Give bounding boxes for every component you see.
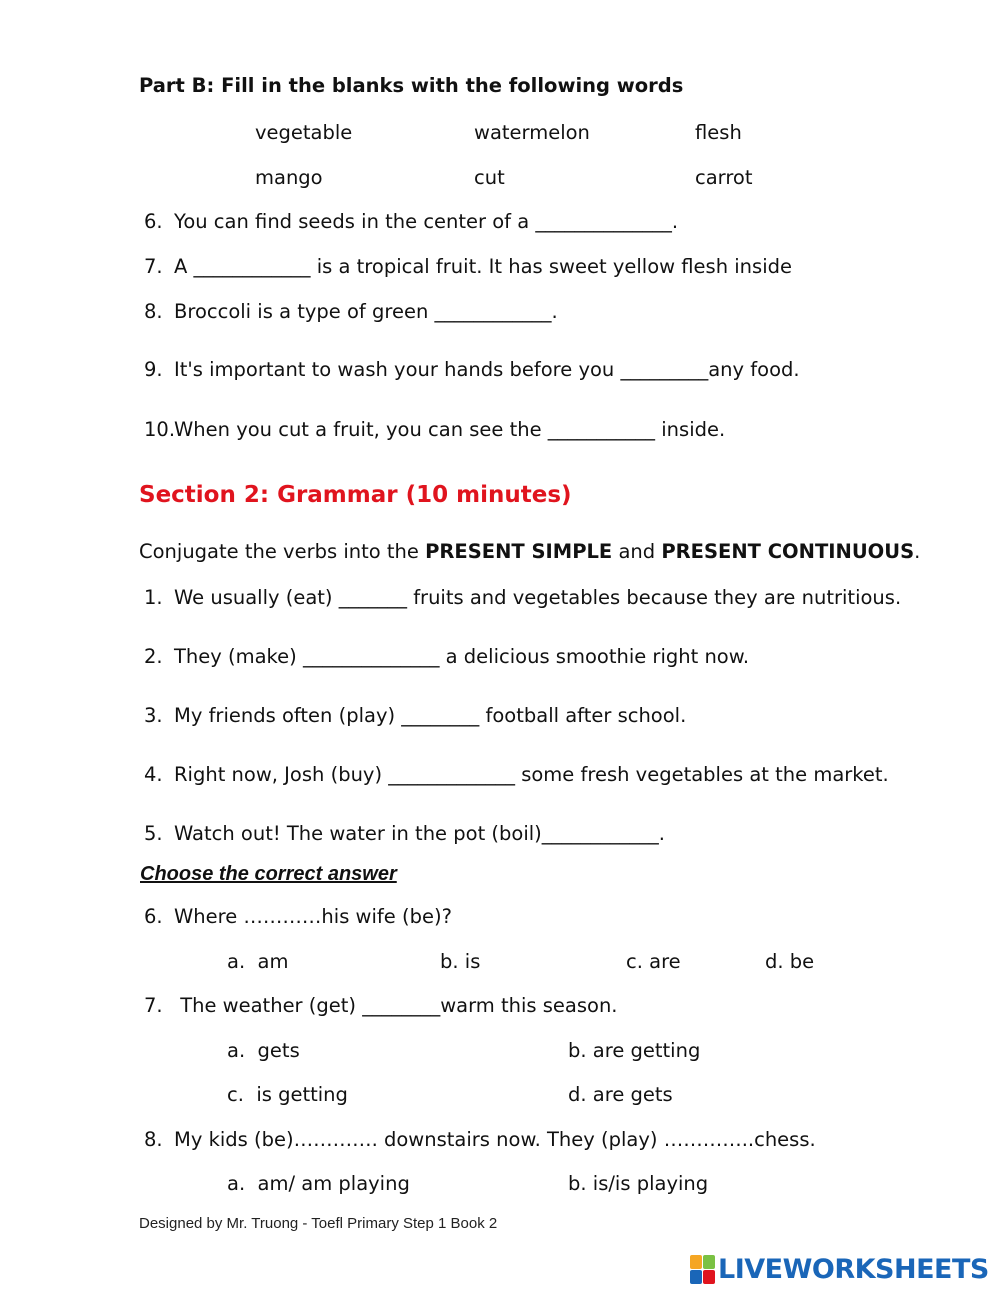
question-text: When you cut a fruit, you can see the ___________ inside. (174, 418, 726, 441)
mc-option[interactable]: a. am/ am playing (227, 1172, 410, 1195)
question-text: You can find seeds in the center of a ______________. (174, 210, 679, 233)
word-bank-item: watermelon (474, 121, 590, 144)
question-text: The weather (get) ________warm this season. (174, 994, 618, 1017)
grammar-question-2: 2. They (make) ______________ a delicious smoothie right now. (144, 645, 750, 668)
grammar-question-4: 4. Right now, Josh (buy) _____________ some fresh vegetables at the market. (144, 763, 889, 786)
mc-option[interactable]: a. gets (227, 1039, 300, 1062)
grammar-instruction: Conjugate the verbs into the PRESENT SIMPLE and PRESENT CONTINUOUS. (139, 540, 921, 563)
question-text: My friends often (play) ________ football after school. (174, 704, 687, 727)
liveworksheets-logo-icon (690, 1255, 714, 1283)
question-6: 6. You can find seeds in the center of a ______________. (144, 210, 679, 233)
mc-option[interactable]: b. is/is playing (568, 1172, 709, 1195)
choose-heading: Choose the correct answer (140, 863, 397, 885)
word-bank-item: vegetable (255, 121, 353, 144)
question-text: Broccoli is a type of green ____________. (174, 300, 558, 323)
mc-question-6: 6. Where …………his wife (be)? (144, 905, 452, 928)
grammar-question-1: 1. We usually (eat) _______ fruits and vegetables because they are nutritious. (144, 586, 902, 609)
question-text: We usually (eat) _______ fruits and vegetables because they are nutritious. (174, 586, 902, 609)
word-bank-item: flesh (695, 121, 742, 144)
question-text: A ____________ is a tropical fruit. It has sweet yellow flesh inside (174, 255, 792, 278)
logo-square (703, 1255, 715, 1269)
question-7: 7. A ____________ is a tropical fruit. It has sweet yellow flesh inside (144, 255, 792, 278)
mc-question-8: 8. My kids (be)…………. downstairs now. They (play) …………..chess. (144, 1128, 816, 1151)
grammar-question-3: 3. My friends often (play) ________ football after school. (144, 704, 687, 727)
question-text: They (make) ______________ a delicious smoothie right now. (174, 645, 750, 668)
question-9: 9. It's important to wash your hands before you _________any food. (144, 358, 800, 381)
question-10: 10.When you cut a fruit, you can see the ___________ inside. (144, 418, 726, 441)
mc-option[interactable]: c. are (626, 950, 681, 973)
word-bank-item: cut (474, 166, 505, 189)
logo-text: LIVEWORKSHEETS (718, 1253, 989, 1285)
logo-square (703, 1270, 715, 1284)
grammar-question-5: 5. Watch out! The water in the pot (boil)____________. (144, 822, 665, 845)
mc-question-7: 7. The weather (get) ________warm this season. (144, 994, 618, 1017)
question-text: It's important to wash your hands before you _________any food. (174, 358, 800, 381)
mc-option[interactable]: c. is getting (227, 1083, 348, 1106)
question-text: Watch out! The water in the pot (boil)____________. (174, 822, 665, 845)
question-text: Right now, Josh (buy) _____________ some fresh vegetables at the market. (174, 763, 889, 786)
footer-credit: Designed by Mr. Truong - Toefl Primary Step 1 Book 2 (139, 1215, 498, 1232)
logo-square (690, 1255, 702, 1269)
part-b-heading: Part B: Fill in the blanks with the following words (139, 74, 684, 97)
question-text: My kids (be)…………. downstairs now. They (play) …………..chess. (174, 1128, 816, 1151)
question-text: Where …………his wife (be)? (174, 905, 452, 928)
mc-option[interactable]: a. am (227, 950, 289, 973)
mc-option[interactable]: d. be (765, 950, 815, 973)
question-8: 8. Broccoli is a type of green ____________. (144, 300, 558, 323)
mc-option[interactable]: d. are gets (568, 1083, 673, 1106)
section-2-title: Section 2: Grammar (10 minutes) (139, 482, 572, 508)
logo-square (690, 1270, 702, 1284)
mc-option[interactable]: b. are getting (568, 1039, 701, 1062)
word-bank-item: carrot (695, 166, 753, 189)
word-bank-item: mango (255, 166, 323, 189)
liveworksheets-logo[interactable] (690, 1252, 989, 1286)
mc-option[interactable]: b. is (440, 950, 481, 973)
